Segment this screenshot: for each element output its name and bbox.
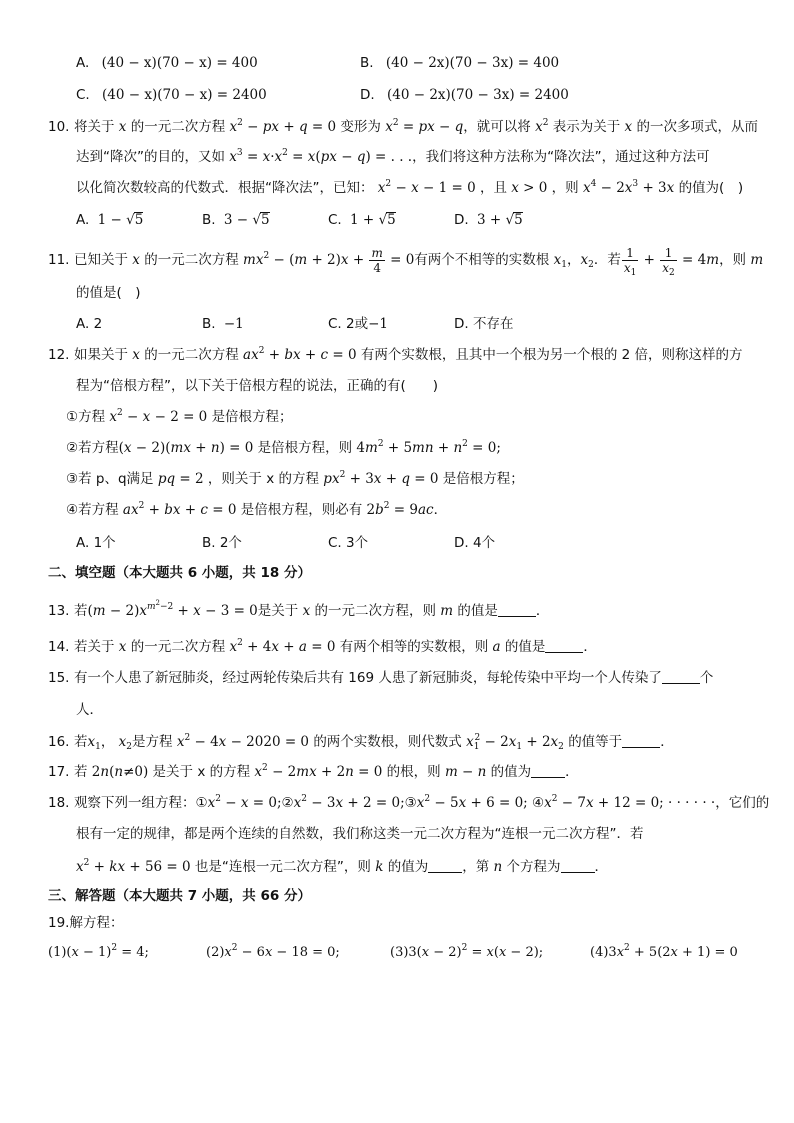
q18-line1: 18. 观察下列一组方程：$①x^2 - x$ = $0;②x^2 - 3x + 2$ = $0;③x^2 - 5x + 6 = 0$; $④x^2 - 7x + 12 = 0$; · · · · · ·，它们的 xyxy=(48,794,770,811)
question-number: 12. xyxy=(48,347,70,363)
question-number: 10. xyxy=(48,119,70,135)
q19-title: 19.解方程： xyxy=(48,915,124,931)
question-number: 11. xyxy=(48,252,70,268)
q11-option-d[interactable]: D. 不存在 xyxy=(454,316,514,332)
q12-option-b[interactable]: B. 2个 xyxy=(202,535,242,551)
section-solve-heading: 三、解答题（本大题共 7 小题，共 66 分） xyxy=(48,888,311,904)
q11-line1: 11. 已知关于 x 的一元二次方程 $mx^2 - (m + 2)x$ + $\frac{m}{4}$ = 0有两个不相等的实数根 $x_1$，$x_2$．若 $\frac{1}{x_1}$ + $\frac{1}{x_2}$ = 4m，则 m xyxy=(48,245,764,278)
q14: 14. 若关于 x 的一元二次方程 $x^2 + 4x + a = 0$ 有两个相等的实数根，则 a 的值是 ． xyxy=(48,638,597,655)
q12-statement-2: ②若方程(x − 2)(mx + n) = 0 是倍根方程，则 $4m^2 + 5mn + n^2 = 0$; xyxy=(66,439,501,456)
q9-option-a[interactable]: A. (40 − x)(70 − x) = 400 xyxy=(76,55,258,71)
q18-line3: $x^2$ + kx + 56 = 0 也是“连根一元二次方程”，则 k 的值为 ，第 n 个方程为 ． xyxy=(76,858,608,875)
q10-line3: 以化简次数较高的代数式．根据“降次法”，已知： $x^2 - x - 1 = 0$ ，且 x > 0 ，则 $x^4 - 2x^3 + 3x$ 的值为( ) xyxy=(76,179,744,196)
q19-part-1: $(1)(x - 1)^2 = 4$; xyxy=(48,943,149,960)
answer-blank[interactable] xyxy=(622,733,660,748)
q9-option-b[interactable]: B. (40 − 2x)(70 − 3x) = 400 xyxy=(360,55,560,71)
q18-line2: 根有一定的规律，都是两个连续的自然数，我们称这类一元二次方程为“连根一元二次方程”．若 xyxy=(76,826,644,842)
q13: 13. 若$(m - 2)x^{m^2-2} + x - 3 = 0$是关于 x 的一元二次方程，则 m 的值是 ． xyxy=(48,599,550,619)
q11-option-a[interactable]: A. 2 xyxy=(76,316,103,332)
q10-option-c[interactable]: C. 1 + √5 xyxy=(328,212,396,228)
q12-statement-1: ①方程 $x^2 - x - 2 = 0$ 是倍根方程； xyxy=(66,408,293,425)
q12-statement-4: ④若方程 $ax^2$ + bx + c = 0 是倍根方程，则必有 $2b^2 = 9ac$． xyxy=(66,501,448,518)
q15-line2: 人． xyxy=(76,702,103,718)
q10-line2: 达到“降次”的目的，又如 $x^3 = x\cdot x^2 = x(px - q)$ = . . .，我们将这种方法称为“降次法”，通过这种方法可 xyxy=(76,148,710,165)
question-number: 17. xyxy=(48,764,70,780)
q11-option-b[interactable]: B. −1 xyxy=(202,316,244,332)
q10-option-b[interactable]: B. 3 − √5 xyxy=(202,212,270,228)
q16: 16. 若$x_1$， $x_2$是方程 $x^2 - 4x - 2020 = 0$ 的两个实数根，则代数式 $x_1^2 - 2x_1 + 2x_2$ 的值等于 ． xyxy=(48,733,674,752)
q12-option-c[interactable]: C. 3个 xyxy=(328,535,369,551)
question-number: 13. xyxy=(48,603,70,619)
q11-option-c[interactable]: C. 2或−1 xyxy=(328,316,389,332)
answer-blank[interactable] xyxy=(498,602,536,617)
question-number: 15. xyxy=(48,670,70,686)
q10-line1: 10. 将关于 x 的一元二次方程 $x^2$ − px + q = 0 变形为 $x^2$ = px − q，就可以将 $x^2$ 表示为关于 x 的一次多项式，从而 xyxy=(48,118,758,135)
q17: 17. 若 2n(n≠0) 是关于 x 的方程 $x^2 - 2mx + 2n = 0$ 的根，则 m − n 的值为 ． xyxy=(48,763,579,780)
q11-line2: 的值是( ) xyxy=(76,285,141,301)
answer-blank[interactable] xyxy=(545,638,583,653)
answer-blank[interactable] xyxy=(662,669,700,684)
q9-option-c[interactable]: C. (40 − x)(70 − x) = 2400 xyxy=(76,87,267,103)
question-number: 18. xyxy=(48,795,70,811)
q19-part-3: $(3)3(x - 2)^2 = x(x - 2)$; xyxy=(390,943,544,960)
q19-part-2: $(2)x^2 - 6x - 18 = 0$; xyxy=(206,943,340,960)
question-number: 19. xyxy=(48,915,70,931)
q12-statement-3: ③若 p、q满足 pq = 2 ，则关于 x 的方程 $px^2 + 3x + q = 0$ 是倍根方程； xyxy=(66,470,524,487)
q10-option-d[interactable]: D. 3 + √5 xyxy=(454,212,523,228)
q9-option-d[interactable]: D. (40 − 2x)(70 − 3x) = 2400 xyxy=(360,87,569,103)
answer-blank[interactable] xyxy=(561,858,595,873)
section-fill-in-heading: 二、填空题（本大题共 6 小题，共 18 分） xyxy=(48,565,311,581)
q15-line1: 15. 有一个人患了新冠肺炎，经过两轮传染后共有 169 人患了新冠肺炎，每轮传染中平均一个人传染了 个 xyxy=(48,670,714,686)
answer-blank[interactable] xyxy=(531,763,565,778)
q10-option-a[interactable]: A. 1 − √5 xyxy=(76,212,144,228)
question-number: 14. xyxy=(48,639,70,655)
q12-option-a[interactable]: A. 1个 xyxy=(76,535,116,551)
q12-line1: 12. 如果关于 x 的一元二次方程 $ax^2$ + bx + c = 0 有两个实数根，且其中一个根为另一个根的 2 倍，则称这样的方 xyxy=(48,346,743,363)
answer-blank[interactable] xyxy=(428,858,462,873)
q12-line2: 程为“倍根方程”，以下关于倍根方程的说法，正确的有( ) xyxy=(76,378,439,394)
q12-option-d[interactable]: D. 4个 xyxy=(454,535,496,551)
q19-part-4: $(4)3x^2 + 5(2x + 1) = 0$ xyxy=(590,943,738,960)
question-number: 16. xyxy=(48,734,70,750)
